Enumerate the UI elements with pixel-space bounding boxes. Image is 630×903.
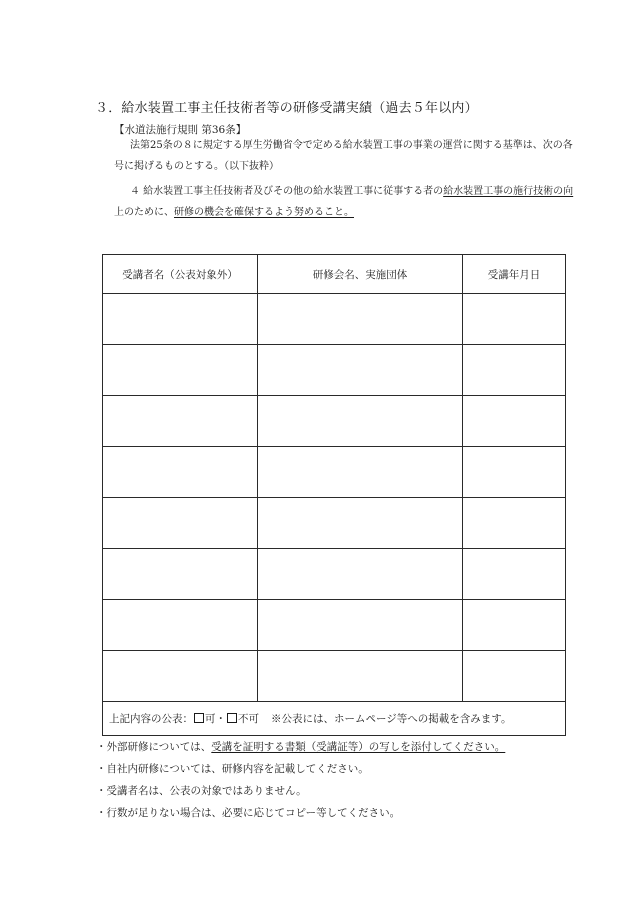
table-row [103,498,566,549]
course-organizer-cell[interactable] [258,651,463,702]
header-trainee-name: 受講者名（公表対象外） [103,255,258,294]
trainee-name-cell[interactable] [103,447,258,498]
attendance-date-cell[interactable] [463,294,566,345]
section-heading: ３．給水装置工事主任技術者等の研修受講実績（過去５年以内） [95,101,478,116]
regulation-paragraph-2-line-1-underlined: 給水装置工事の施行技術の向 [443,186,574,197]
attendance-date-cell[interactable] [463,600,566,651]
table-row [103,651,566,702]
regulation-paragraph-2-line-1-text: ４ 給水装置工事主任技術者及びその他の給水装置工事に従事する者の [130,186,444,197]
trainee-name-cell[interactable] [103,498,258,549]
course-organizer-cell[interactable] [258,294,463,345]
regulation-paragraph-2-line-2 [114,202,566,223]
note-trainee-name: ・受講者名は、公表の対象ではありません。 [96,785,307,797]
option-allow-label: 可 [205,713,216,725]
regulation-paragraph-2-line-2-underlined: 研修の機会を確保するよう努めること。 [174,207,354,218]
table-row [103,345,566,396]
regulation-paragraph-1-line-1: 法第25条の８に規定する厚生労働省令で定める給水装置工事の事業の運営に関する基準は、次の各 [130,140,573,151]
trainee-name-cell[interactable] [103,294,258,345]
header-course-organizer: 研修会名、実施団体 [258,255,463,294]
disclosure-row [103,702,566,736]
note-external-training-underlined: 受講を証明する書類（受講証等）の写しを添付してください。 [211,741,506,753]
trainee-name-cell[interactable] [103,396,258,447]
table-row [103,600,566,651]
option-separator: ・ [215,713,226,725]
course-organizer-cell[interactable] [258,345,463,396]
disclosure-cell [103,702,566,736]
course-organizer-cell[interactable] [258,498,463,549]
option-disallow-label: 不可 [238,713,259,725]
disclosure-label: 上記内容の公表： [109,713,193,725]
attendance-date-cell[interactable] [463,396,566,447]
disclosure-note: ※公表には、ホームページ等への掲載を含みます。 [271,713,512,725]
note-internal-training: ・自社内研修については、研修内容を記載してください。 [96,763,369,775]
table-row [103,396,566,447]
regulation-paragraph-1-line-2: 号に掲げるものとする。（以下抜粋） [114,161,279,172]
attendance-date-cell[interactable] [463,549,566,600]
regulation-paragraph-2-line-1 [114,181,574,202]
attendance-date-cell[interactable] [463,447,566,498]
trainee-name-cell[interactable] [103,600,258,651]
course-organizer-cell[interactable] [258,549,463,600]
table-row [103,447,566,498]
trainee-name-cell[interactable] [103,651,258,702]
table-header-row [103,255,566,294]
law-reference: 【水道法施行規則 第36条】 [114,124,247,136]
attendance-date-cell[interactable] [463,498,566,549]
regulation-paragraph-1 [114,135,573,177]
attendance-date-cell[interactable] [463,651,566,702]
header-attendance-date: 受講年月日 [463,255,566,294]
checkbox-icon-disallow[interactable] [227,713,237,723]
course-organizer-cell[interactable] [258,600,463,651]
note-external-training [96,736,505,758]
table-row [103,294,566,345]
trainee-name-cell[interactable] [103,345,258,396]
trainee-name-cell[interactable] [103,549,258,600]
checkbox-icon-allow[interactable] [194,713,204,723]
course-organizer-cell[interactable] [258,447,463,498]
note-external-training-text: ・外部研修については、 [96,741,212,753]
regulation-paragraph-2 [114,181,574,223]
note-copy-rows: ・行数が足りない場合は、必要に応じてコピー等してください。 [96,807,401,819]
course-organizer-cell[interactable] [258,396,463,447]
table-row [103,549,566,600]
regulation-paragraph-2-line-2-text: 上のために、 [114,207,174,218]
training-record-table [102,254,566,736]
instruction-notes [96,736,505,824]
attendance-date-cell[interactable] [463,345,566,396]
